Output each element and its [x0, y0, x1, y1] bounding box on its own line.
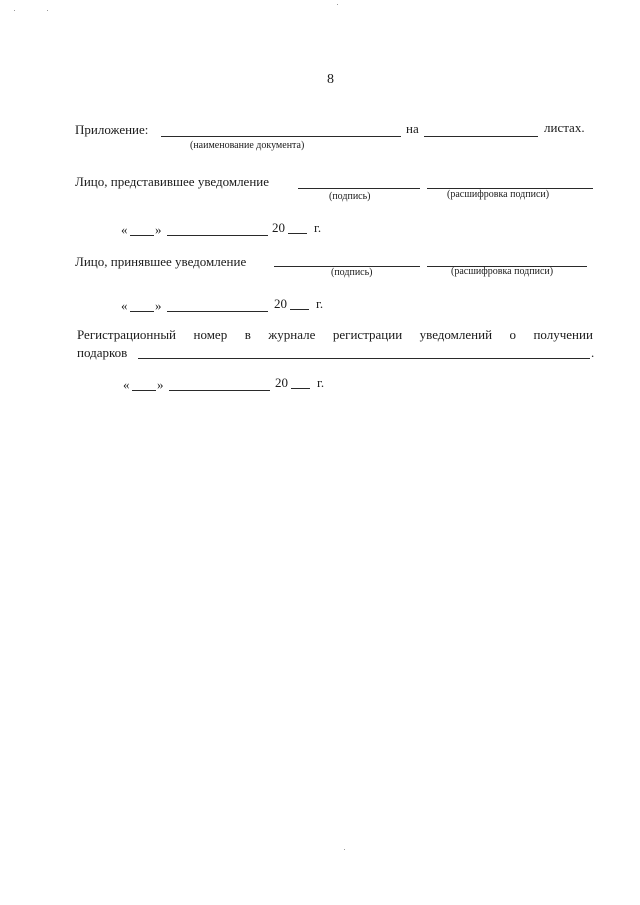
registration-date-year-suffix: г. — [317, 375, 325, 390]
receiver-date-year-suffix: г. — [316, 296, 324, 311]
page-number: 8 — [327, 72, 334, 87]
submitter-date-day-field[interactable] — [130, 235, 154, 236]
attachment-doc-name-field[interactable] — [161, 136, 401, 137]
submitter-signature-field[interactable] — [298, 188, 420, 189]
registration-word: регистрации — [332, 327, 403, 342]
registration-date-open-quote: « — [123, 377, 130, 392]
receiver-label: Лицо, принявшее уведомление — [75, 254, 247, 269]
attachment-label: Приложение: — [75, 122, 149, 137]
registration-word: журнале — [268, 327, 316, 342]
registration-line-2-end: . — [591, 345, 595, 360]
registration-date-year-field[interactable] — [291, 388, 310, 389]
submitter-date-year-suffix: г. — [314, 220, 322, 235]
registration-word: в — [244, 327, 251, 342]
registration-date-year-prefix: 20 — [275, 375, 288, 390]
receiver-decoding-caption: (расшифровка подписи) — [451, 266, 554, 277]
receiver-date-close-quote: » — [155, 298, 162, 313]
registration-word: о — [509, 327, 516, 342]
registration-date-close-quote: » — [157, 377, 164, 392]
submitter-decoding-caption: (расшифровка подписи) — [447, 189, 550, 200]
scan-speck — [337, 4, 338, 5]
submitter-date-year-prefix: 20 — [272, 220, 285, 235]
submitter-date-month-field[interactable] — [167, 235, 268, 236]
attachment-doc-name-caption: (наименование документа) — [190, 140, 305, 151]
scan-speck — [344, 849, 345, 850]
registration-line-1 — [77, 327, 593, 343]
submitter-date-close-quote: » — [155, 222, 162, 237]
attachment-on-label: на — [406, 121, 419, 136]
receiver-date-day-field[interactable] — [130, 311, 154, 312]
receiver-date-year-field[interactable] — [290, 309, 309, 310]
submitter-signature-caption: (подпись) — [329, 191, 371, 202]
submitter-date-open-quote: « — [121, 222, 128, 237]
scan-speck — [14, 10, 15, 11]
registration-word: уведомлений — [419, 327, 493, 342]
registration-number-field[interactable] — [138, 358, 590, 359]
attachment-sheets-count-field[interactable] — [424, 136, 538, 137]
registration-word: Регистрационный — [77, 327, 177, 342]
receiver-date-open-quote: « — [121, 298, 128, 313]
submitter-date-year-field[interactable] — [288, 233, 307, 234]
registration-word: получении — [533, 327, 593, 342]
receiver-date-month-field[interactable] — [167, 311, 268, 312]
submitter-label: Лицо, представившее уведомление — [75, 174, 270, 189]
registration-word: номер — [193, 327, 228, 342]
receiver-date-year-prefix: 20 — [274, 296, 287, 311]
attachment-sheets-label: листах. — [544, 120, 585, 135]
registration-line-2-label: подарков — [77, 345, 128, 360]
scan-speck — [47, 10, 48, 11]
registration-date-month-field[interactable] — [169, 390, 270, 391]
receiver-signature-caption: (подпись) — [331, 267, 373, 278]
registration-date-day-field[interactable] — [132, 390, 156, 391]
